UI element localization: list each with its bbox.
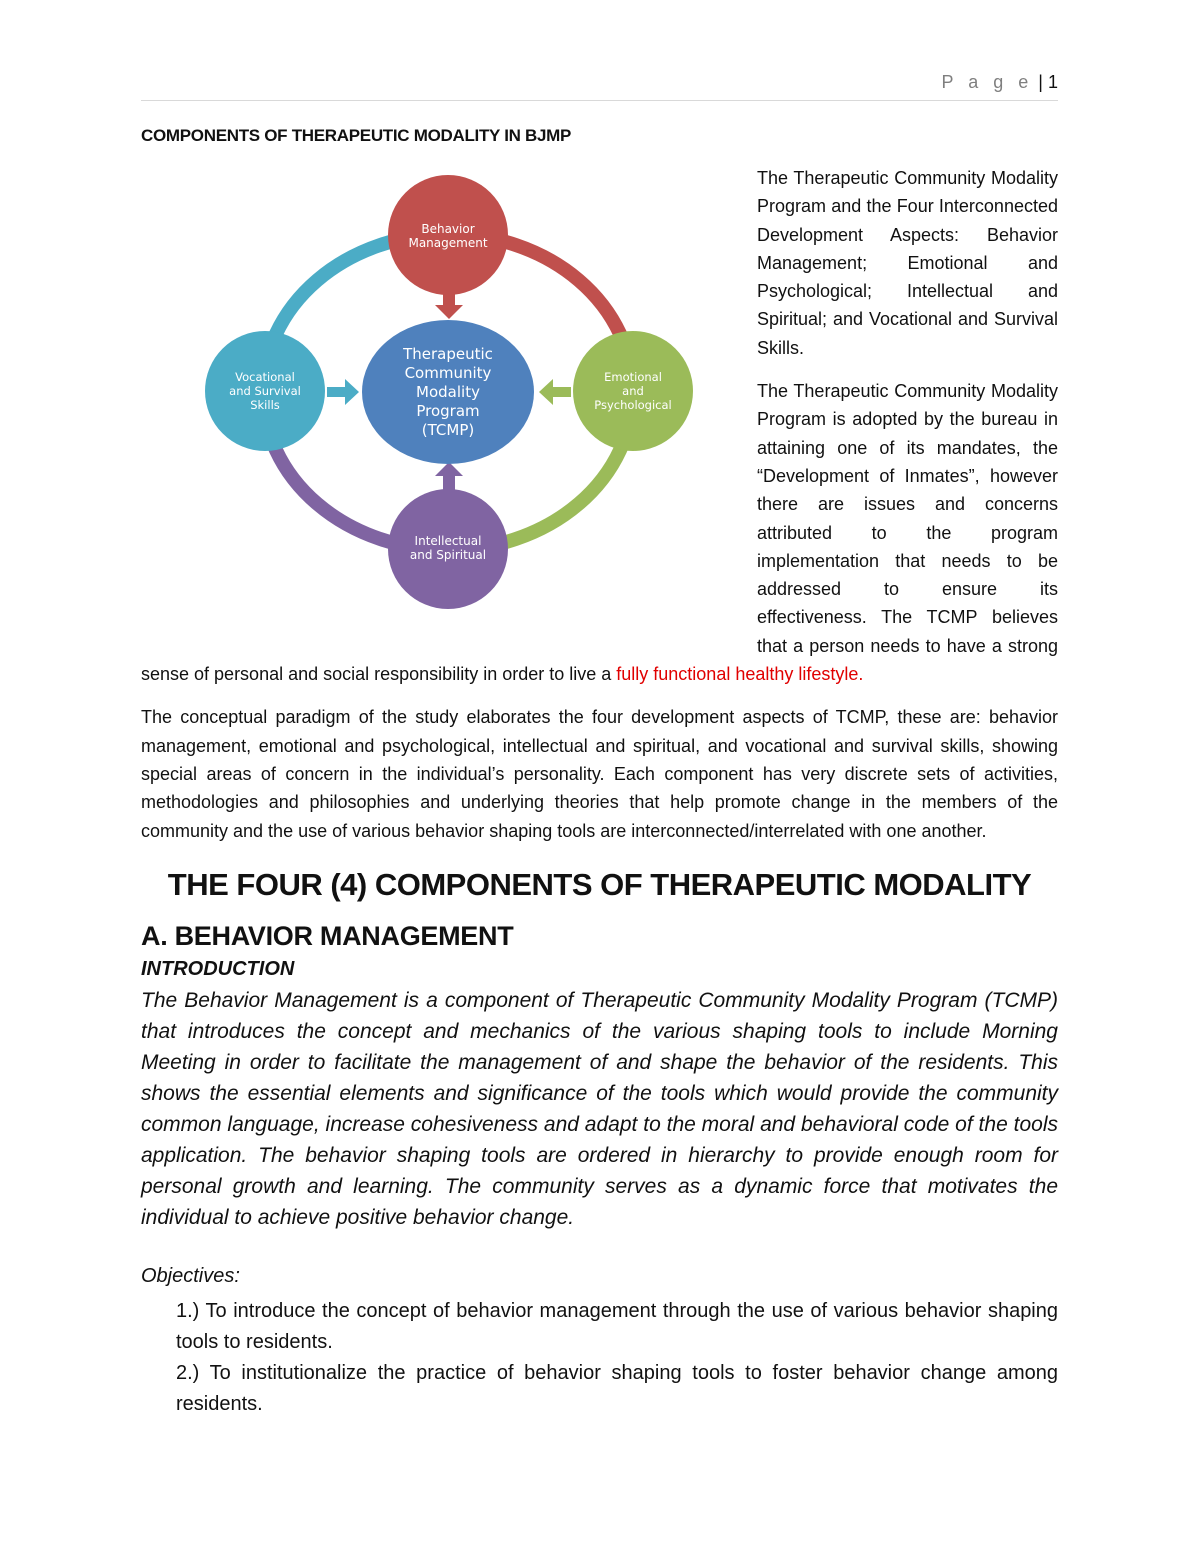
objectives-list [141, 1296, 1058, 1420]
objective-item: 1.) To introduce the concept of behavior management through the use of various behavior shaping tools to residents. [176, 1299, 1058, 1353]
paragraph-intro: The Therapeutic Community Modality Program and the Four Interconnected Development Aspects: Behavior Management; Emotional and Psychological; Intellectual and Spiritual; and Vocational and Survival Skills. [757, 168, 1058, 358]
highlighted-text: fully functional healthy lifestyle. [616, 664, 864, 685]
paragraph-adoption-text: The Therapeutic Community Modality Program is adopted by the bureau in attaining one of its mandates, the “Development of Inmates”, however there are issues and concerns attributed to the program implementation that needs to be addressed to ensure its effectiveness. The TCMP believes that a person needs to have a strong sense of personal and social responsibility in order to live a [141, 381, 1058, 685]
introduction-heading: INTRODUCTION [141, 957, 295, 980]
page-label: P a g e [941, 72, 1034, 92]
document-body [141, 126, 1058, 1420]
main-heading: THE FOUR (4) COMPONENTS OF THERAPEUTIC MODALITY [167, 866, 1032, 902]
tcmp-diagram [141, 164, 757, 644]
introduction-text: The Behavior Management is a component of Therapeutic Community Modality Program (TCMP) that introduces the concept and mechanics of the various shaping tools to include Morning Meeting in order to facilitate the management of and shape the behavior of the residents. This shows the essential elements and significance of the tools which would provide the community common language, increase cohesiveness and adapt to the moral and behavioral code of the tools application. The behavior shaping tools are ordered in hierarchy to provide enough room for personal growth and learning. The community serves as a dynamic force that motivates the individual to achieve positive behavior change. [141, 988, 1058, 1229]
svg-text:EmotionalandPsychological: Emotional and Psychological [594, 370, 672, 412]
arrow-right-icon [327, 379, 359, 405]
svg-text:Vocationaland SurvivalSkills: Vocational and Survival Skills [229, 370, 301, 412]
page-number: 1 [1047, 72, 1058, 92]
page-separator: | [1038, 72, 1043, 92]
svg-text:TherapeuticCommunityModalityPr: Therapeutic Community Modality Program (TCMP) [403, 345, 493, 439]
page-header [141, 72, 1058, 101]
paragraph-paradigm: The conceptual paradigm of the study elaborates the four development aspects of TCMP, these are: behavior management, emotional and psychological, intellectual and spiritual, and vocational and survival skills, showing special areas of concern in the individual’s personality. Each component has very discrete sets of activities, methodologies and philosophies and underlying theories that help promote change in the members of the community and the use of various behavior shaping tools are interconnected/interrelated with one another. [141, 707, 1058, 841]
section-a-heading: A. BEHAVIOR MANAGEMENT [141, 920, 514, 951]
section-title: COMPONENTS OF THERAPEUTIC MODALITY IN BJMP [141, 126, 572, 145]
objectives-heading: Objectives: [141, 1264, 240, 1287]
svg-text:Intellectualand Spiritual: Intellectual and Spiritual [409, 534, 487, 562]
arrow-left-icon [539, 379, 571, 405]
svg-text:BehaviorManagement: Behavior Management [408, 222, 488, 250]
objective-item: 2.) To institutionalize the practice of behavior shaping tools to foster behavior change among residents. [176, 1361, 1058, 1415]
